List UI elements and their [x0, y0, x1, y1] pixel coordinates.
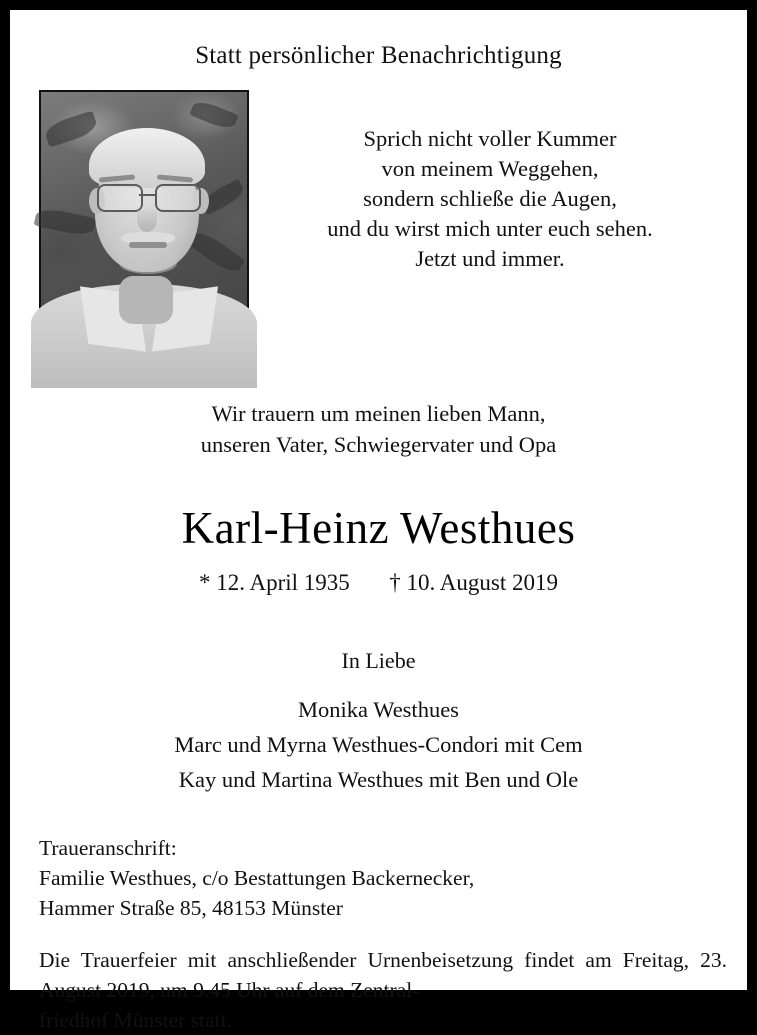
death-date: 10. August 2019	[406, 570, 558, 595]
deceased-name: Karl-Heinz Westhues	[181, 503, 576, 553]
headline: Statt persönlicher Benachrichtigung	[195, 42, 562, 69]
ceremony-info	[10, 945, 747, 1035]
portrait-wrapper	[39, 90, 249, 384]
family-block	[10, 692, 747, 797]
mourning-block	[10, 398, 747, 460]
mourning-line-1: Wir trauern um meinen lieben Mann,	[211, 401, 546, 426]
verse-line-3: sondern schließe die Augen,	[363, 186, 617, 211]
verse-line-1: Sprich nicht voller Kummer	[363, 126, 617, 151]
portrait-photo	[39, 90, 249, 384]
family-line-1: Monika Westhues	[298, 697, 459, 722]
glasses-bridge-shape	[139, 194, 157, 196]
nose-shape	[137, 206, 157, 232]
mourning-line-2: unseren Vater, Schwiegervater und Opa	[200, 432, 557, 457]
verse-line-5: Jetzt und immer.	[415, 246, 565, 271]
ceremony-text: Die Trauerfeier mit anschließender Urnenbeisetzung findet am Freitag, 23. August 2019, um 9.45 Uhr auf dem Zentral-	[39, 948, 727, 1002]
portrait-and-verse-block	[10, 90, 747, 384]
verse-line-2: von meinem Weggehen,	[381, 156, 599, 181]
chin-shape	[119, 252, 177, 274]
neck-shape	[119, 276, 173, 324]
ceremony-text-last-line: friedhof Münster statt.	[39, 1008, 232, 1032]
obituary-card	[10, 10, 747, 1032]
address-line-1: Familie Westhues, c/o Bestattungen Backernecker,	[39, 866, 475, 890]
family-line-3: Kay und Martina Westhues mit Ben und Ole	[178, 767, 579, 792]
mouth-shape	[129, 242, 167, 248]
family-line-2: Marc und Myrna Westhues-Condori mit Cem	[174, 732, 583, 757]
address-label: Traueranschrift:	[39, 836, 177, 860]
birth-symbol: *	[199, 570, 211, 595]
birth-date: 12. April 1935	[216, 570, 350, 595]
death-symbol: †	[389, 570, 401, 595]
life-dates	[10, 570, 747, 596]
verse-line-4: und du wirst mich unter euch sehen.	[327, 216, 653, 241]
in-love-label: In Liebe	[341, 648, 416, 673]
address-line-2: Hammer Straße 85, 48153 Münster	[39, 896, 343, 920]
verse-block	[249, 90, 747, 274]
lens-right-shape	[155, 184, 201, 212]
mourning-address-block	[10, 833, 747, 923]
